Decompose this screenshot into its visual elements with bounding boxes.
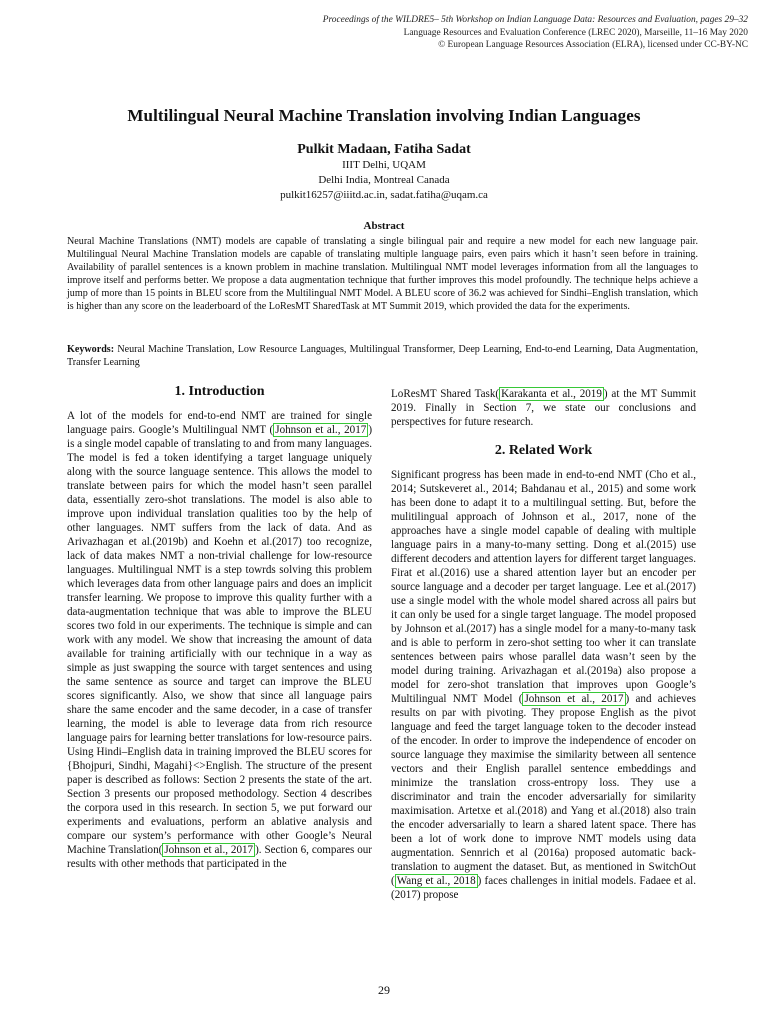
related-text-1: Significant progress has been made in end-to-end NMT (Cho et al., 2014; Sutskeveret al., 2014; Bahdanau et al., 2015) and some work has been done to adapt it to a multilingual setting. But, before the mulitilingual approach of Johnson et al., 2017, none of the approaches have a single model capable of dealing with multiple language pairs in a many-to-many setting. Dong et al.(2015) use different decoders and attention layers for different target languages. Firat et al.(2016) use a shared attention layer but an encoder per source language and a decoder per target language. Lee et al.(2017) use a single model with the whole model shared across all pairs but it can only be used for a single target language. The model proposed by Johnson et al.(2017) has a single model for a many-to-many task and is able to perform in zero-shot setting too wher it can translate sentences between pairs whose parallel data wasn’t seen by the model during training. Arivazhagan et al.(2019a) also propose a model for zero-shot translation that improves upon Google’s Multilingual NMT Model ( [391,469,696,705]
section-heading-introduction: 1. Introduction [174,384,265,399]
author-block [0,141,768,203]
header-line-2: Language Resources and Evaluation Conference (LREC 2020), Marseille, 11–16 May 2020 [403,27,748,38]
author-affiliation: IIIT Delhi, UQAM [342,159,426,171]
keywords-label: Keywords: [67,344,115,355]
related-text-2: ) and achieves results on par with pivoting. They propose English as the pivot language and feed the target language token to the decoder instead of the encoder. In order to improve the independence of encoder on source language they maximise the similarity between all sentence vectors and their English parallel sentence embeddings and minimize the translation cross-entropy loss. They use a discriminator and train the encoder adversarially for similarity maximisation. Artetxe et al.(2018) and Yang et al.(2018) also train the encoder adversarially to learn a shared latent space. There has been a lot of work done to improve NMT models using data augmentation. Sennrich et al (2016a) proposed automatic back-translation to augment the dataset. But, as mentioned in SwitchOut ( [391,693,696,887]
author-location: Delhi India, Montreal Canada [318,174,450,186]
paper-title: Multilingual Neural Machine Translation involving Indian Languages [127,106,641,125]
citation-link[interactable]: Karakanta et al., 2019 [501,388,602,400]
right-column [391,387,696,902]
left-column [67,384,372,871]
citation-link[interactable]: Johnson et al., 2017 [164,844,254,856]
keywords [67,343,698,369]
intro-paragraph [67,409,372,871]
abstract-heading: Abstract [363,220,405,232]
section-heading-related-work: 2. Related Work [494,443,593,458]
author-names: Pulkit Madaan, Fatiha Sadat [297,142,471,157]
header-line-3: © European Language Resources Association (ELRA), licensed under CC-BY-NC [438,40,748,50]
page-number: 29 [378,983,390,997]
citation-link[interactable]: Johnson et al., 2017 [275,424,367,436]
intro-text-5: ) at the MT Summit 2019. Finally in Section 7, we state our conclusions and perspectives for future research. [391,388,696,428]
citation-link[interactable]: Wang et al., 2018 [396,875,476,887]
proceedings-header [48,14,748,52]
intro-text-4: LoResMT Shared Task( [391,388,500,400]
intro-text-2: ) is a single model capable of translating to and from many languages. The model is fed a token identifying a target language uniquely along with the source language sentence. This allows the model to translate between pairs for which the model hasn’t seen parallel data, essentially zero-shot translations. The model is also able to improve upon individual translation qualities too by the help of other languages. NMT suffers from the lack of data. And as Arivazhagan et al.(2019b) and Koehn et al.(2017) too recognize, lack of data makes NMT a non-trivial challenge for low-resource languages. Multilingual NMT is a step towrds solving this problem which leverages data from other language pairs and does an implicit transfer learning. We propose to improve this quality further with a data-augmentation technique that was able to improve the BLEU scores two fold in our experiments. The technique is simple and can work with any model. We show that increasing the amount of data available for training artificially with our technique in a way as simple as just swapping the source with target sentences and using the same sentence as source and target can improve the BLEU scores significantly. Also, we show that since all language pairs share the same encoder and the same decoder, in a case of transfer learning, the model is able to leverage data from rich resource language pairs for learning better translations for low-resource pairs. Using Hindi–English data in training improved the BLEU scores for {Bhojpuri, Sindhi, Magahi}<>English. The structure of the present paper is described as follows: Section 2 presents the state of the art. Section 3 presents our proposed methodology. Section 4 describes the corpora used in this research. In section 5, we put forward our experiments and evaluations, perform an ablative analysis and compare our system’s performance with other Google’s Neural Machine Translation( [67,424,373,856]
intro-paragraph-continued [391,387,696,429]
header-line-1: Proceedings of the WILDRE5– 5th Workshop on Indian Language Data: Resources and Evaluation, pages 29–32 [322,15,748,25]
intro-text-1: A lot of the models for end-to-end NMT are trained for single language pairs. Google’s Multilingual NMT ( [67,410,372,436]
citation-link[interactable]: Johnson et al., 2017 [524,693,624,705]
related-text-3: ) faces challenges in initial models. Fadaee et al.(2017) propose [391,875,697,901]
related-paragraph [391,468,696,902]
abstract-text: Neural Machine Translations (NMT) models are capable of translating a single bilingual pair and require a new model for each new language pair. Multilingual Neural Machine Translation models are capable of translating multiple language pairs, even pairs which it hasn’t seen before in training. Availability of parallel sentences is a known problem in machine translation. Multilingual NMT model leverages information from all the languages to improve itself and performs better. We propose a data augmentation technique that further improves this model profoundly. The technique helps achieve a jump of more than 15 points in BLEU score from the Multilingual NMT Model. A BLEU score of 36.2 was achieved for Sindhi–English translation, which is higher than any score on the leaderboard of the LoResMT SharedTask at MT Summit 2019, which provided the data for the experiments. [67,236,698,313]
author-emails: pulkit16257@iiitd.ac.in, sadat.fatiha@uqam.ca [280,189,488,201]
keywords-text: Neural Machine Translation, Low Resource Languages, Multilingual Transformer, Deep Learning, End-to-end Learning, Data Augmentation, Transfer Learning [67,344,698,369]
intro-text-3: ). Section 6, compares our results with other methods that participated in the [67,844,373,870]
